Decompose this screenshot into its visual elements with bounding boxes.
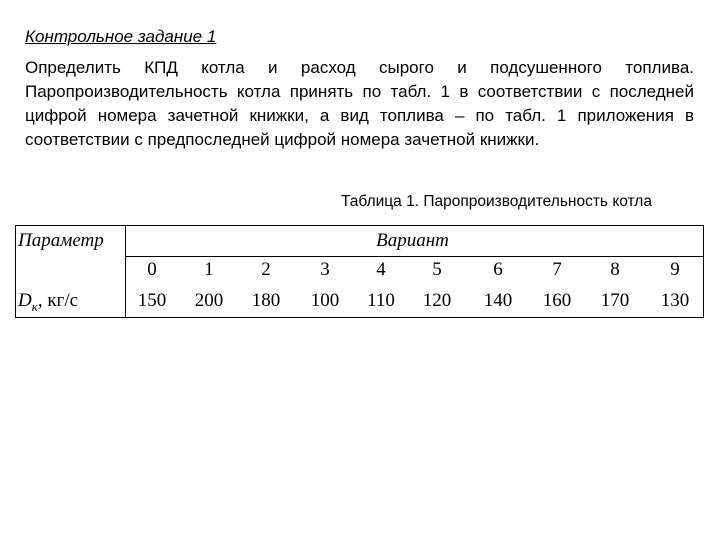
value-cell: 120 — [422, 290, 452, 311]
variant-number: 3 — [320, 259, 330, 280]
value-cell: 110 — [367, 290, 395, 311]
value-cell: 200 — [194, 290, 224, 311]
variant-number: 1 — [204, 259, 214, 280]
value-cell: 130 — [660, 290, 690, 311]
variant-number: 0 — [147, 259, 157, 280]
variant-number: 9 — [670, 259, 680, 280]
value-cell: 100 — [310, 290, 340, 311]
variant-header: Вариант — [376, 230, 449, 251]
param-name — [18, 290, 128, 315]
variant-number: 6 — [493, 259, 503, 280]
param-subscript: к — [31, 298, 38, 314]
param-unit: , кг/с — [37, 290, 79, 311]
value-cell: 160 — [542, 290, 572, 311]
param-symbol: D — [18, 290, 32, 311]
variant-number: 5 — [432, 259, 442, 280]
value-cell: 140 — [483, 290, 513, 311]
param-header: Параметр — [18, 230, 104, 251]
table-caption: Таблица 1. Паропроизводительность котла — [341, 193, 652, 210]
value-cell: 150 — [137, 290, 167, 311]
task-text: Определить КПД котла и расход сырого и подсушенного топлива. Паропроизводительность котла принять по табл. 1 в соответствии с последней цифрой номера зачетной книжки, а вид топлива – по табл. 1 приложения в соответствии с предпоследней цифрой номера зачетной книжки. — [25, 58, 694, 149]
task-title: Контрольное задание 1 — [25, 27, 217, 46]
variant-number: 8 — [610, 259, 620, 280]
variant-number: 2 — [261, 259, 271, 280]
value-cell: 170 — [600, 290, 630, 311]
variant-number: 4 — [376, 259, 386, 280]
variant-number: 7 — [552, 259, 562, 280]
value-cell: 180 — [251, 290, 281, 311]
